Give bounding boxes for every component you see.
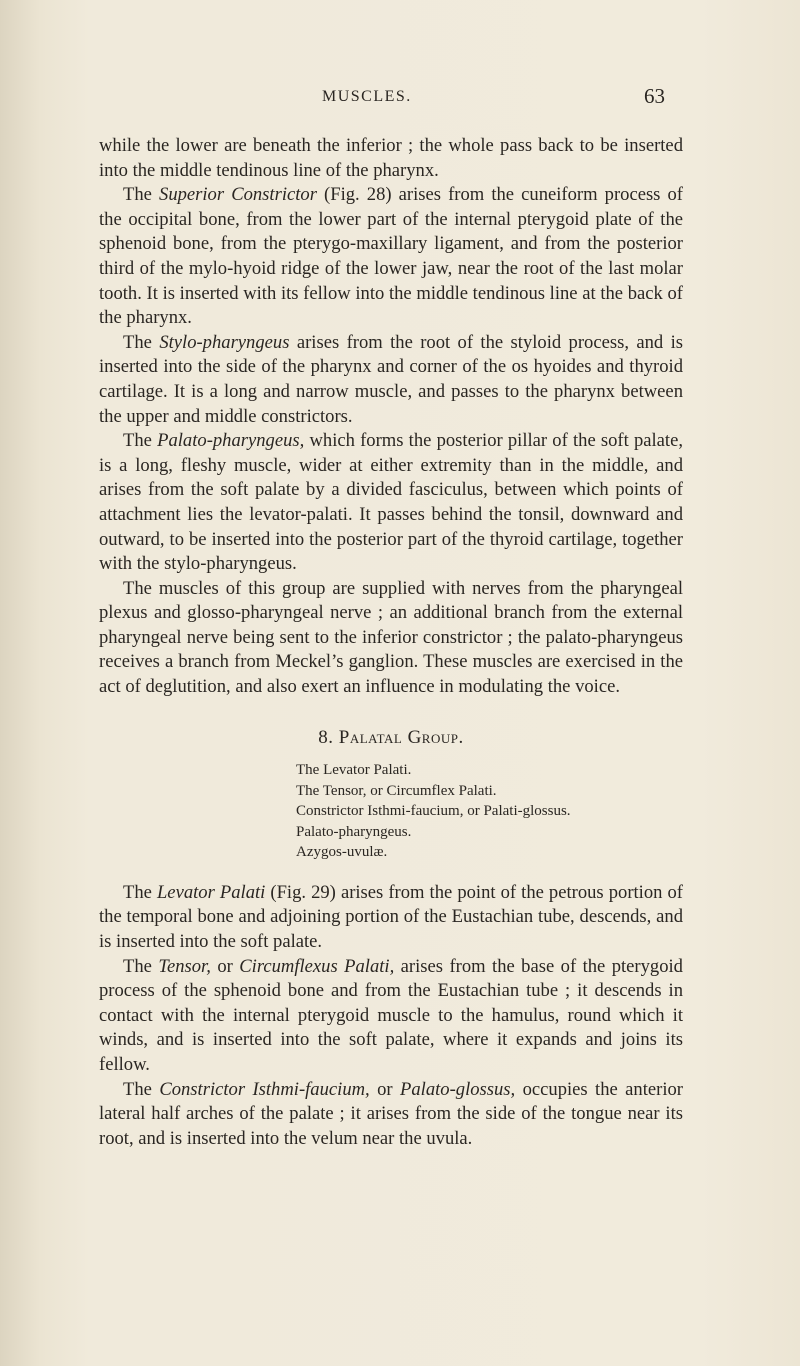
term-tensor: Tensor, xyxy=(158,955,211,977)
page-header xyxy=(0,84,800,114)
list-item: Azygos-uvulæ. xyxy=(296,844,388,861)
term-palato-pharyngeus: Palato-pharyngeus, xyxy=(157,430,305,452)
paragraph-text: while the lower are beneath the inferior ; the whole pass back to be inserted into the middle tendinous line of the pharynx. xyxy=(99,135,683,181)
paragraph-text: (Fig. 29) arises from the point of the petrous portion of the temporal bone and adjoining portion of the Eustachian tube, descends, and is inserted into the soft palate. xyxy=(99,881,683,952)
list-item: Constrictor Isthmi-faucium, or Palati-glossus. xyxy=(296,803,571,820)
paragraph-nerve-supply xyxy=(99,577,683,700)
paragraph-text: which forms the posterior pillar of the soft palate, is a long, fleshy muscle, wider at either extremity than in the middle, and arises from the soft palate by a divided fasciculus, between which points of attachment lies the levator-palati. It passes behind the tonsil, downward and outward, to be inserted into the posterior part of the thyroid cartilage, together with the stylo-pharyngeus. xyxy=(99,430,683,575)
running-head: MUSCLES. xyxy=(322,88,412,105)
term-levator-palati: Levator Palati xyxy=(156,881,266,903)
paragraph-tensor-palati xyxy=(99,955,683,1078)
section-number: 8. xyxy=(318,726,334,748)
paragraph-connector: or xyxy=(369,1078,400,1100)
paragraph-superior-constrictor xyxy=(99,183,683,331)
paragraph-levator-palati xyxy=(99,881,683,955)
term-stylo-pharyngeus: Stylo-pharyngeus xyxy=(159,331,290,353)
paragraph-lead: The xyxy=(123,1078,160,1100)
term-constrictor-isthmi-faucium: Constrictor Isthmi-faucium, xyxy=(159,1078,370,1100)
page-number: 63 xyxy=(644,84,665,108)
paragraph-text: arises from the base of the pterygoid process of the sphenoid bone and from the Eustachian tube ; it descends in contact with the internal pterygoid muscle to the hamulus, round which it winds, and is inserted into the soft palate, where it expands and joins its fellow. xyxy=(99,955,683,1075)
list-item: The Levator Palati. xyxy=(296,762,412,779)
paragraph-text: arises from the root of the styloid process, and is inserted into the side of the pharynx and corner of the os hyoides and thyroid cartilage. It is a long and narrow muscle, and passes to the pharynx between the upper and middle constrictors. xyxy=(99,331,684,427)
paragraph-stylo-pharyngeus xyxy=(99,331,683,429)
paragraph-text: (Fig. 28) arises from the cuneiform process of the occipital bone, from the lower part of the internal pterygoid plate of the sphenoid bone, from the pterygo-maxillary ligament, and from the posterior third of the mylo-hyoid ridge of the lower jaw, near the root of the last molar tooth. It is inserted with its fellow into the middle tendinous line at the back of the pharynx. xyxy=(99,184,684,329)
body-text xyxy=(99,134,683,1151)
paragraph-continuation xyxy=(99,134,683,183)
paragraph-connector: or xyxy=(210,955,240,977)
term-circumflexus-palati: Circumflexus Palati, xyxy=(239,955,395,977)
section-title: Palatal Group. xyxy=(338,726,464,748)
paragraph-lead: The xyxy=(123,331,160,353)
paragraph-text: occupies the anterior lateral half arches of the palate ; it arises from the side of the tongue near its root, and is inserted into the velum near the uvula. xyxy=(99,1078,683,1149)
paragraph-text: The muscles of this group are supplied with nerves from the pharyngeal plexus and glosso-pharyngeal nerve ; an additional branch from the external pharyngeal nerve being sent to the inferior constrictor ; the palato-pharyngeus receives a branch from Meckel’s ganglion. These muscles are exercised in the act of deglutition, and also exert an influence in modulating the voice. xyxy=(99,577,683,698)
paragraph-palato-pharyngeus xyxy=(99,429,683,577)
term-superior-constrictor: Superior Constrictor xyxy=(159,184,317,206)
paragraph-lead: The xyxy=(123,184,160,206)
paragraph-lead: The xyxy=(123,881,157,903)
paragraph-lead: The xyxy=(123,430,158,452)
paragraph-constrictor-isthmi xyxy=(99,1078,683,1152)
term-palato-glossus: Palato-glossus, xyxy=(400,1078,516,1100)
list-item: Palato-pharyngeus. xyxy=(296,823,412,840)
section-contents-list xyxy=(99,760,683,863)
list-item: The Tensor, or Circumflex Palati. xyxy=(296,782,497,799)
section-heading xyxy=(99,726,683,751)
paragraph-lead: The xyxy=(123,955,159,977)
